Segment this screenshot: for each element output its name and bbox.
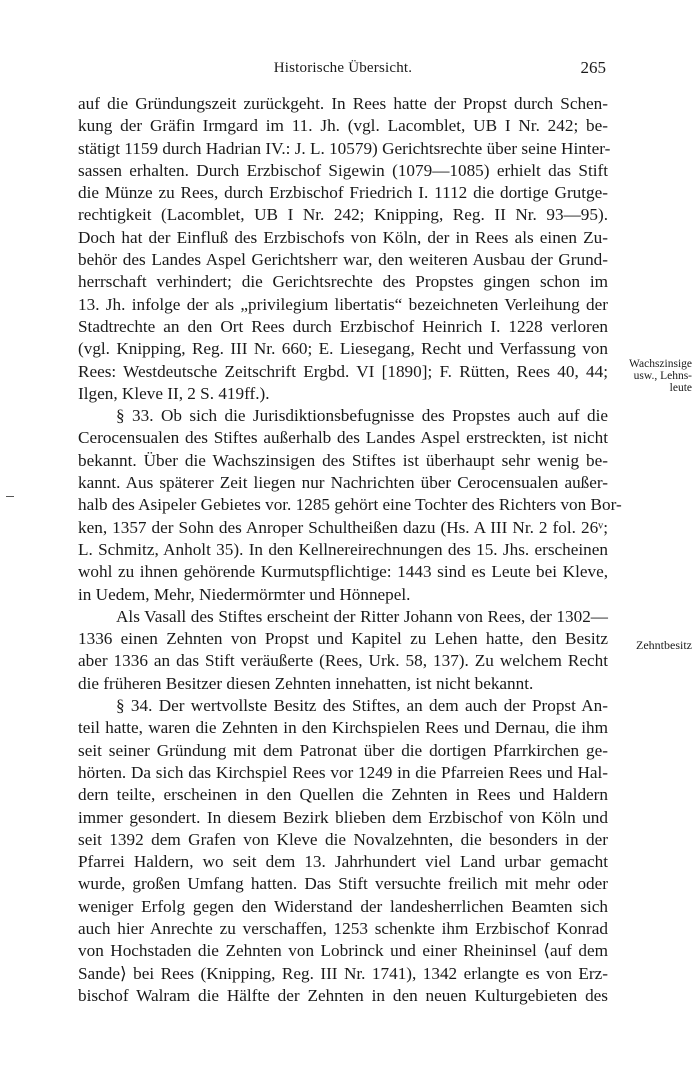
- text-line: stätigt 1159 durch Hadrian IV.: J. L. 10579) Gerichtsrechte über seine Hinter-: [78, 138, 611, 158]
- text-line: herrschaft verhindert; die Gerichtsrechte des Propstes gingen schon im: [78, 272, 608, 292]
- text-line: (vgl. Knipping, Reg. III Nr. 660; E. Liesegang, Recht und Verfassung von: [78, 339, 608, 359]
- text-line: bekannt. Über die Wachszinsigen des Stiftes ist überhaupt sehr wenig be-: [78, 450, 608, 470]
- text-line: kannt. Aus späterer Zeit liegen nur Nachrichten über Cerocensualen außer-: [78, 473, 608, 493]
- text-line: Stadtrechte an den Ort Rees durch Erzbischof Heinrich I. 1228 verloren: [78, 316, 608, 336]
- running-title: Historische Übersicht.: [273, 60, 413, 76]
- text-line: seit seiner Gründung mit dem Patronat über die dortigen Pfarrkirchen ge-: [78, 740, 608, 760]
- text-line: sassen erhalten. Durch Erzbischof Sigewin (1079—1085) erhielt das Stift: [78, 160, 608, 180]
- text-line: bischof Walram die Hälfte der Zehnten in den neuen Kulturgebieten des: [78, 985, 608, 1005]
- margin-note-line: Wachszinsige: [629, 358, 692, 370]
- text-line: rechtigkeit (Lacomblet, UB I Nr. 242; Knipping, Reg. II Nr. 93—95).: [78, 205, 608, 225]
- paragraph-start: § 33. Ob sich die Jurisdiktionsbefugnisse des Propstes auch auf die: [116, 406, 608, 426]
- margin-note-line: usw., Lehns-: [633, 370, 692, 382]
- text-line: Sande⟩ bei Rees (Knipping, Reg. III Nr. 1741), 1342 erlangte es von Erz-: [78, 963, 608, 983]
- text-line: L. Schmitz, Anholt 35). In den Kellnereirechnungen des 15. Jhs. erscheinen: [78, 539, 608, 559]
- text-line: auch hier Anrechte zu verschaffen, 1253 schenkte ihm Erzbischof Konrad: [78, 918, 608, 938]
- body-text: [78, 93, 622, 1007]
- text-line: weniger Erfolg gegen den Widerstand der landesherrlichen Beamten sich: [78, 896, 608, 916]
- text-line: immer gesondert. In diesem Bezirk blieben dem Erzbischof von Köln und: [78, 807, 608, 827]
- text-line: 1336 einen Zehnten von Propst und Kapitel zu Lehen hatte, den Besitz: [78, 629, 608, 649]
- text-line: teil hatte, waren die Zehnten in den Kirchspielen Rees und Dernau, die ihm: [78, 718, 608, 738]
- text-line: aber 1336 an das Stift veräußerte (Rees, Urk. 58, 137). Zu welchem Recht: [78, 651, 608, 671]
- text-line: Doch hat der Einfluß des Erzbischofs von Köln, der in Rees als einen Zu-: [78, 227, 608, 247]
- page-number: 265: [580, 58, 606, 77]
- text-line: Cerocensualen des Stiftes außerhalb des Landes Aspel erstreckten, ist nicht: [78, 428, 608, 448]
- text-line: von Hochstaden die Zehnten von Lobrinck und einer Rheininsel ⟨auf dem: [78, 941, 608, 961]
- margin-note-line: leute: [669, 382, 692, 394]
- text-line: Pfarrei Haldern, wo seit dem 13. Jahrhundert viel Land urbar gemacht: [78, 852, 608, 872]
- text-line: Ilgen, Kleve II, 2 S. 419ff.).: [78, 383, 270, 403]
- margin-note-wachszinsige: [608, 358, 692, 394]
- paragraph-start: § 34. Der wertvollste Besitz des Stiftes, an dem auch der Propst An-: [116, 696, 608, 716]
- text-line: die früheren Besitzer diesen Zehnten innehatten, ist nicht bekannt.: [78, 673, 534, 693]
- margin-note-zehntbesitz: Zehntbesitz: [636, 638, 692, 652]
- text-line: halb des Asipeler Gebietes vor. 1285 gehört eine Tochter des Richters von Bor-: [78, 495, 622, 515]
- text-line: in Uedem, Mehr, Niedermörmter und Hönnepel.: [78, 584, 411, 604]
- text-line: hörten. Da sich das Kirchspiel Rees vor 1249 in die Pfarreien Rees und Hal-: [78, 762, 608, 782]
- text-line: dern teilte, erscheinen in den Quellen die Zehnten in Rees und Haldern: [78, 785, 608, 805]
- text-line: 13. Jh. infolge der als „privilegium libertatis“ bezeichneten Verleihung der: [78, 294, 608, 314]
- text-line: wohl zu ihnen gehörende Kurmutspflichtige: 1443 sind es Leute bei Kleve,: [78, 562, 608, 582]
- text-line: ken, 1357 der Sohn des Anroper Schultheißen dazu (Hs. A III Nr. 2 fol. 26ᵛ;: [78, 517, 608, 537]
- text-line: wurde, großen Umfang hatten. Das Stift versuchte freilich mit mehr oder: [78, 874, 608, 894]
- page-header: [78, 60, 608, 82]
- text-line: kung der Gräfin Irmgard im 11. Jh. (vgl. Lacomblet, UB I Nr. 242; be-: [78, 116, 608, 136]
- text-line: Rees: Westdeutsche Zeitschrift Ergbd. VI [1890]; F. Rütten, Rees 40, 44;: [78, 361, 608, 381]
- text-line: seit 1392 dem Grafen von Kleve die Novalzehnten, die besonders in der: [78, 829, 608, 849]
- gutter-mark: [6, 496, 14, 497]
- text-line: auf die Gründungszeit zurückgeht. In Rees hatte der Propst durch Schen-: [78, 94, 608, 113]
- text-line: die Münze zu Rees, durch Erzbischof Friedrich I. 1112 die dortige Grutge-: [78, 183, 608, 203]
- text-line: behör des Landes Aspel Gerichtsherr war, den weiteren Ausbau der Grund-: [78, 250, 608, 270]
- paragraph-start: Als Vasall des Stiftes erscheint der Ritter Johann von Rees, der 1302—: [116, 606, 608, 626]
